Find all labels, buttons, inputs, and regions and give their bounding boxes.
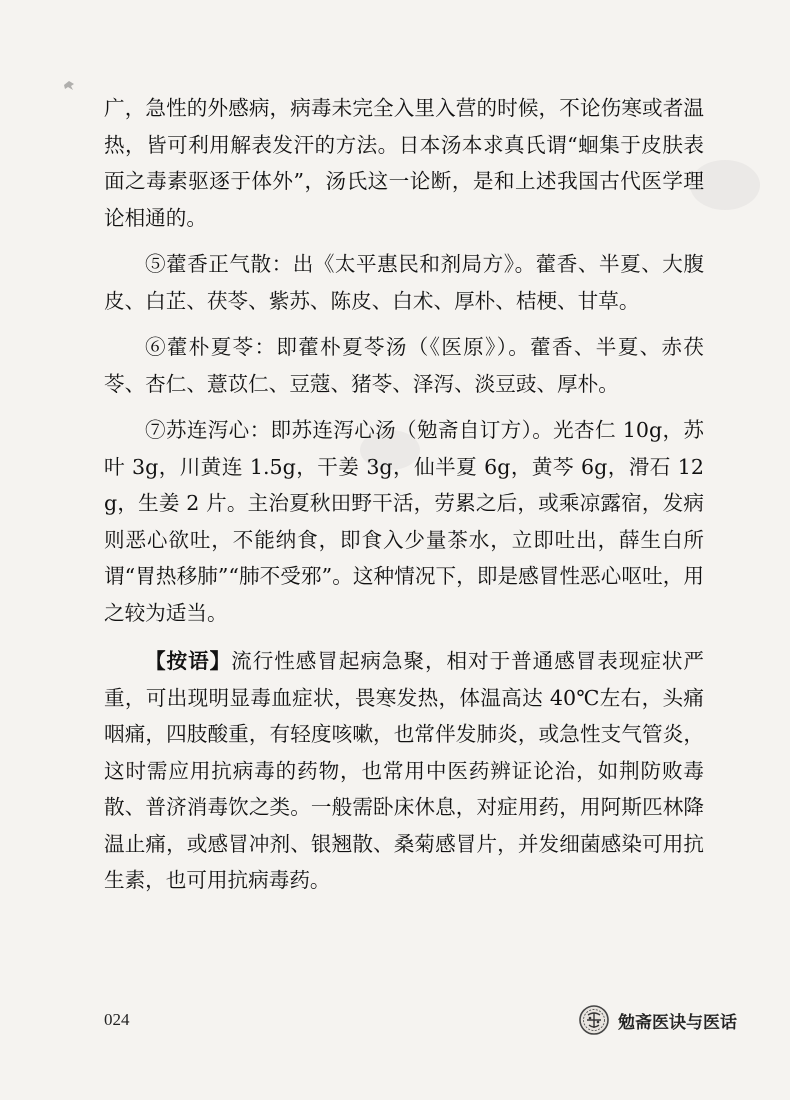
paragraph-formula-7: ⑦苏连泻心：即苏连泻心汤（勉斋自订方）。光杏仁 10g，苏叶 3g，川黄连 1.5g，干姜 3g，仙半夏 6g，黄芩 6g，滑石 12g，生姜 2 片。主治夏秋田野干活，劳累之后，或乘凉露宿，发病则恶心欲吐，不能纳食，即食入少量茶水，立即吐出，薛生白所谓“胃热移肺”“肺不受邪”。这种情况下，即是感冒性恶心呕吐，用之较为适当。 (104, 418, 704, 625)
running-footer (578, 1000, 737, 1040)
paragraph-formula-6: ⑥藿朴夏苓：即藿朴夏苓汤（《医原》）。藿香、半夏、赤茯苓、杏仁、薏苡仁、豆蔻、猪苓、泽泻、淡豆豉、厚朴。 (104, 335, 704, 396)
body-text (104, 90, 704, 899)
ink-speck-icon (62, 78, 76, 92)
commentary-label: 【按语】 (145, 649, 232, 673)
page-number: 024 (104, 1010, 130, 1029)
commentary-paragraph (104, 643, 704, 899)
paragraph-continuation: 广，急性的外感病，病毒未完全入里入营的时候，不论伤寒或者温热，皆可利用解表发汗的方法。日本汤本求真氏谓“蛔集于皮肤表面之毒素驱逐于体外”，汤氏这一论断，是和上述我国古代医学理论相通的。 (104, 96, 704, 230)
paragraph-formula-5: ⑤藿香正气散：出《太平惠民和剂局方》。藿香、半夏、大腹皮、白芷、茯苓、紫苏、陈皮、白术、厚朴、桔梗、甘草。 (104, 252, 704, 313)
seal-icon (578, 1004, 610, 1036)
commentary-text: 流行性感冒起病急聚，相对于普通感冒表现症状严重，可出现明显毒血症状，畏寒发热，体温高达 40℃左右，头痛咽痛，四肢酸重，有轻度咳嗽，也常伴发肺炎，或急性支气管炎，这时需应用抗病毒的药物，也常用中医药辨证论治，如荆防败毒散、普济消毒饮之类。一般需卧床休息，对症用药，用阿斯匹林降温止痛，或感冒冲剂、银翘散、桑菊感冒片，并发细菌感染可用抗生素，也可用抗病毒药。 (104, 649, 705, 892)
book-title: 勉斋医诀与医话 (618, 1012, 737, 1033)
